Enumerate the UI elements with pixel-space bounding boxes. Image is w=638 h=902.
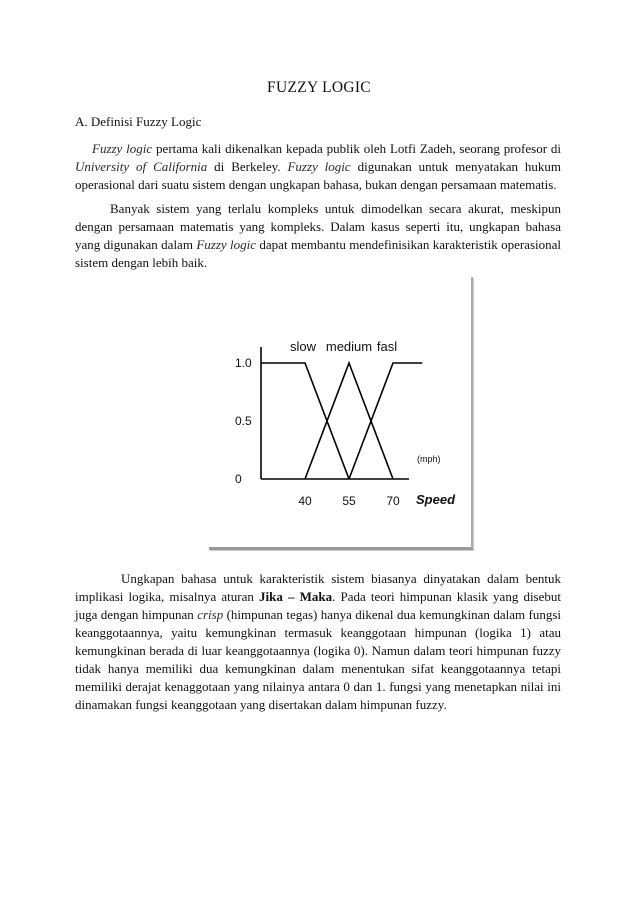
paragraph-complex-systems: [75, 200, 561, 272]
term-fuzzy-logic: Fuzzy logic: [196, 237, 257, 252]
x-unit-label: (mph): [417, 454, 441, 464]
section-heading: A. Definisi Fuzzy Logic: [75, 114, 202, 129]
membership-line-slow: [261, 363, 349, 479]
x-axis-label: Speed: [416, 492, 456, 507]
term-fuzzy-logic: Fuzzy logic: [287, 159, 351, 174]
membership-function-figure: [209, 277, 473, 550]
x-tick-label: 40: [298, 494, 312, 508]
membership-chart: [209, 277, 471, 547]
paragraph-text: dapat membantu mendefinisikan karakteristik operasional sistem dengan lebih baik.: [75, 237, 561, 270]
series-label: slow: [289, 339, 317, 354]
series-label: fasl: [376, 339, 398, 354]
term-university: University of California: [75, 159, 208, 174]
rule-jika-maka: Jika – Maka: [259, 589, 333, 604]
paragraph-crisp-vs-fuzzy: [75, 570, 561, 714]
y-tick-label: 0: [235, 472, 242, 486]
x-tick-label: 55: [342, 494, 356, 508]
paragraph-text: digunakan untuk menyatakan hukum operasional dari suatu sistem dengan ungkapan bahasa, bukan dengan persamaan matematis.: [75, 159, 561, 192]
membership-line-medium: [305, 363, 393, 479]
y-tick-label: 1.0: [235, 356, 252, 370]
page-title: FUZZY LOGIC: [267, 79, 371, 96]
paragraph-text: Ungkapan bahasa untuk karakteristik sistem biasanya dinyatakan dalam bentuk implikasi logika, misalnya aturan: [75, 571, 561, 604]
x-tick-label: 70: [386, 494, 400, 508]
paragraph-text: (himpunan tegas) hanya dikenal dua kemungkinan dalam fungsi keanggotaannya, yaitu kemungkinan termasuk keanggotaan himpunan (logika 1) atau kemungkinan berada di luar keanggotaannya (logika 0). Namun dalam teori himpunan fuzzy tidak hanya memiliki dua kemungkinan dalam menentukan sifat keanggotaannya tetapi memiliki derajat kenaggotaan yang nilainya antara 0 dan 1. fungsi yang menetapkan nilai ini dinamakan fungsi keanggotaan yang disertakan dalam himpunan fuzzy.: [75, 607, 562, 712]
series-label: medium: [325, 339, 373, 354]
paragraph-text: . Pada teori himpunan klasik yang disebut juga dengan himpunan: [75, 589, 561, 622]
y-tick-label: 0.5: [235, 414, 252, 428]
paragraph-text: Banyak sistem yang terlalu kompleks untuk dimodelkan secara akurat, meskipun dengan persamaan matematis yang kompleks. Dalam kasus seperti itu, ungkapan bahasa yang digunakan dalam: [75, 201, 561, 252]
term-crisp: crisp: [197, 607, 224, 622]
paragraph-definition: [75, 140, 561, 194]
paragraph-text: pertama kali dikenalkan kepada publik oleh Lotfi Zadeh, seorang profesor di: [152, 141, 561, 156]
term-fuzzy-logic: Fuzzy logic: [92, 141, 153, 156]
paragraph-text: di Berkeley.: [207, 159, 288, 174]
